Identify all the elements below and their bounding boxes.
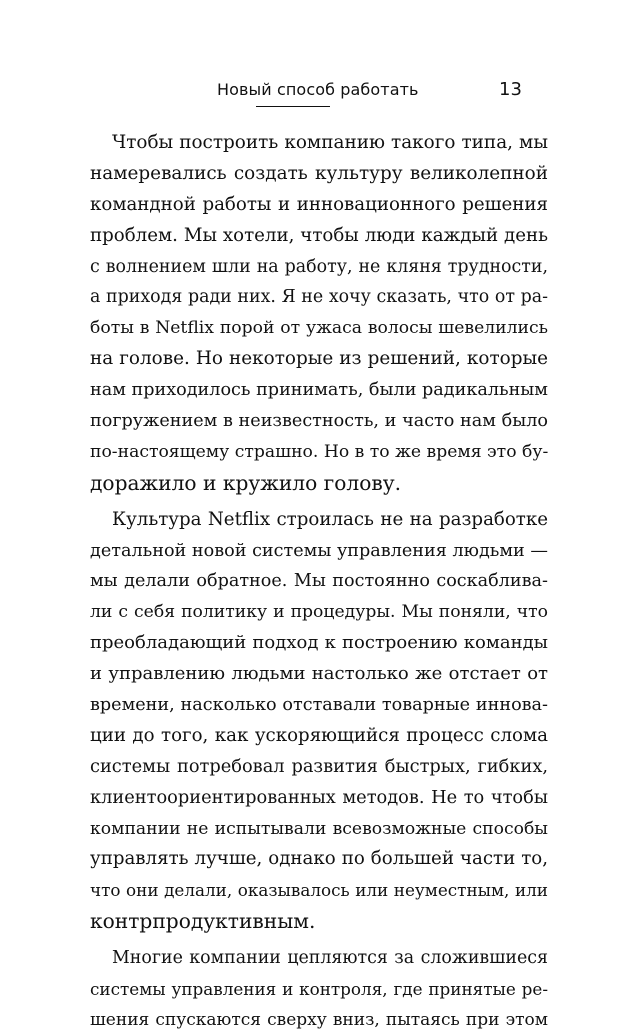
text-line: с волнением шли на работу, не кляня трудности,: [90, 256, 548, 277]
text-line: Чтобы построить компанию такого типа, мы: [112, 132, 548, 153]
text-line: системы потребовал развития быстрых, гибких,: [90, 755, 548, 777]
text-line: погружением в неизвестность, и часто нам было: [90, 411, 548, 432]
text-line: доражило и кружило голову.: [90, 470, 402, 495]
text-line: боты в Netflix порой от ужаса волосы шевелились: [90, 318, 548, 339]
text-line: а приходя ради них. Я не хочу сказать, что от ра-: [90, 287, 548, 308]
text-line: Культура Netflix строилась не на разработке: [112, 508, 548, 530]
page-number: 13: [499, 79, 522, 100]
text-line: детальной новой системы управления людьми —: [90, 540, 548, 561]
text-line: шения спускаются сверху вниз, пытаясь при этом: [90, 1009, 548, 1030]
text-line: компании не испытывали всевозможные способы: [90, 818, 548, 839]
paragraph-3: [90, 943, 548, 1036]
text-line: нам приходилось принимать, были радикальным: [90, 380, 548, 401]
text-line: и управлению людьми настолько же отстает от: [90, 663, 548, 685]
text-line: по-настоящему страшно. Но в то же время это бу-: [90, 441, 549, 462]
running-header: [0, 80, 632, 110]
header-rule: [256, 106, 330, 107]
body-text: [90, 128, 548, 1036]
text-line: что они делали, оказывалось или неуместным, или: [90, 880, 548, 901]
text-line: ли с себя политику и процедуры. Мы поняли, что: [90, 602, 548, 623]
text-line: контрпродуктивным.: [90, 909, 316, 934]
text-line: проблем. Мы хотели, чтобы люди каждый день: [90, 224, 548, 246]
text-line: клиентоориентированных методов. Не то чтобы: [90, 786, 548, 808]
paragraph-2: [90, 505, 548, 937]
text-line: намеревались создать культуру великолепной: [90, 162, 548, 184]
text-line: времени, насколько отставали товарные иннова-: [90, 695, 548, 716]
text-line: системы управления и контроля, где принятые ре-: [90, 979, 548, 1000]
text-line: Многие компании цепляются за сложившиеся: [112, 948, 548, 969]
text-line: мы делали обратное. Мы постоянно соскаблива-: [90, 571, 548, 592]
text-line: преобладающий подход к построению команды: [90, 632, 548, 654]
text-line: управлять лучше, однако по большей части то,: [90, 848, 548, 870]
text-line: ции до того, как ускоряющийся процесс слома: [90, 724, 548, 746]
running-title: Новый способ работать: [217, 80, 419, 99]
text-line: командной работы и инновационного решения: [90, 193, 548, 215]
paragraph-1: [90, 128, 548, 499]
text-line: на голове. Но некоторые из решений, которые: [90, 348, 548, 370]
